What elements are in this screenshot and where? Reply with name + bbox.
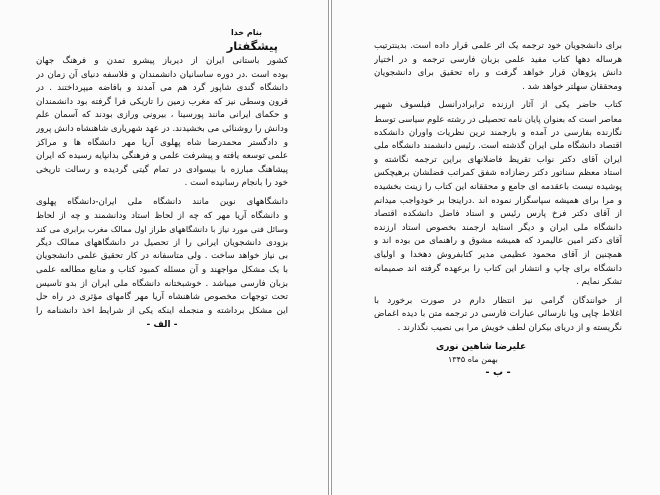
text-line: قرون وسطی نیز که مغرب زمین را تاریکی فرا گرفته بود دانشمندان xyxy=(36,96,288,107)
text-line: اغلاط چاپی ویا نارسائی عبارات فارسی در ترجمه متن با دیده اغماض xyxy=(374,309,622,320)
left-body xyxy=(36,55,288,318)
text-line: با یک مشکل مواجهند و آن مسئله کمبود کتاب و منابع مطالعه علمی xyxy=(36,264,288,275)
signature: علیرضا شاهین نوری xyxy=(436,342,527,353)
page-title: پیشگفتار xyxy=(226,39,278,53)
text-line: تشکر نمایم . xyxy=(576,277,622,288)
text-line: دانشگاه برای چاپ و انتشار این کتاب را برعهده گرفته اند صمیمانه xyxy=(374,263,622,274)
text-line: بزبان فارسی میباشد . خوشبختانه دانشگاه ملی ایران از بدو تاسیس xyxy=(36,278,288,289)
signature-date: بهمن ماه ۱۳۴۵ xyxy=(448,355,498,365)
text-line: و حکمای ایرانی مانند پورسینا ، بیرونی ورازی بودند که آسمان علم xyxy=(36,110,288,121)
text-line: خود را بانجام رسانیده است . xyxy=(184,178,288,189)
text-line: پوشیده نیست باعقدمه ای جامع و محققانه این کتاب را زینت بخشیده xyxy=(374,181,622,192)
paragraph xyxy=(374,40,622,94)
paragraph xyxy=(374,295,622,336)
text-line: نگارنده بفارسی در آمده و بارجمند ترین نظریات واوران دانشکده xyxy=(374,127,622,138)
paragraph xyxy=(36,55,288,191)
text-line: نگریسته و از دریای بیکران لطف خویش مرا بی نصیب نگذارند . xyxy=(397,322,622,333)
text-line: برای دانشجویان خود ترجمه یک اثر علمی قرار داده است. بدینترتیب xyxy=(374,41,622,51)
text-line: و دانشگاه آریا مهر که چه از لحاظ استاد ودانشمند و چه از لحاظ xyxy=(36,210,288,221)
text-line: آقای دکتر امین عالیمرد که همیشه مشوق و راهنمای من بوده اند و xyxy=(374,236,622,247)
text-line: علمی توسعه یافته و پیشرفت علمی و فرهنگی بدانپایه رسیده که ایران xyxy=(36,151,288,162)
page-number: - الف - xyxy=(146,320,178,331)
text-line: ودانش را روشنائی می بخشیدند. در عهد شهریاری شاهنشاه دانش پرور xyxy=(36,123,288,134)
text-line: ایران آقای دکتر نواب تقریظ فاضلانهای براین ترجمه نگاشته و xyxy=(374,154,622,165)
text-line: دانشگاههای نوین مانند دانشگاه ملی ایران-دانشگاه پهلوی xyxy=(36,196,288,207)
right-page xyxy=(331,0,660,495)
page-number: - ب - xyxy=(485,367,511,379)
text-line: این مشکل برداشته و منجمله اینکه یکی از شرایط اخذ دانشنامه را xyxy=(36,305,288,316)
text-line: ومحققان سهلتر خواهد شد . xyxy=(522,81,622,92)
left-page xyxy=(0,0,329,495)
text-line: بی نیاز خواهد ساخت . ولی متاسفانه در کار تحقیق علمی دانشجویان xyxy=(36,251,288,262)
bismillah: بنام خدا xyxy=(230,28,262,37)
text-line: کشور باستانی ایران از دیرباز پیشرو تمدن و فرهنگ جهان xyxy=(36,56,288,66)
text-line: بوده است .در دوره ساسانیان دانشمندان و فلاسفه دنیای آن زمان در xyxy=(36,69,288,80)
text-line: معاصر است که بعنوان پایان نامه تحصیلی در رشته علوم سیاسی توسط xyxy=(374,113,622,124)
text-line: اقتصاد دانشگاه ملی ایران گذشته است. رئیس دانشمند دانشگاه ملی xyxy=(374,141,622,152)
text-line: استاد معظم سناتور دکتر رضازاده شفق کمراتب فضلشان برهیچکس xyxy=(374,168,622,179)
text-line: دانش پژوهان قرار خواهد گرفت و راه تحقیق برای دانشجویان xyxy=(374,68,622,79)
text-line: دانشگاه گندی شاپور گرد هم می آمدند و بافاضه میپرداختند . در xyxy=(36,83,288,94)
text-line: بزودی دانشجویان ایرانی را از تحصیل در دانشگاههای ممالک دیگر xyxy=(36,237,288,248)
text-line: دانشگاه ملی ایران و دیگر استاید ارجمند بخصوص استاد ارزنده xyxy=(374,222,622,233)
text-line: وسائل فنی مورد نیاز با دانشگاههای طراز اول ممالک مغرب برابری می کند xyxy=(36,225,288,235)
text-line: پیشاهنگ مبارزه با بیسوادی در تمام گیتی گردیده و رسالت تاریخی xyxy=(36,164,288,175)
text-line: از خوانندگان گرامی نیز انتظار دارم در صورت برخورد با xyxy=(374,295,622,306)
text-line: از آقای دکتر فرخ پارس رئیس و استاد فاضل دانشکده اقتصاد xyxy=(374,209,622,220)
text-line: کتاب حاضر یکی از آثار ارزنده ترابرادرانسل فیلسوف شهیر xyxy=(374,100,622,111)
paragraph xyxy=(374,99,622,289)
right-body xyxy=(374,40,622,335)
text-line: هرساله دهها کتاب مفید علمی بزبان فارسی ترجمه و در اختیار xyxy=(374,54,622,65)
text-line: و مرا برای همیشه سپاسگزار نموده اند .دراینجا بر خودواجب میدانم xyxy=(374,195,622,206)
text-line: همچنین از آقای محمود عظیمی مدیر کتابفروش دهخدا و اولیای xyxy=(374,249,622,260)
paragraph xyxy=(36,196,288,318)
text-line: تحت توجهات مخصوص شاهنشاه آریا مهر گامهای مؤثری در راه حل xyxy=(36,292,288,303)
text-line: و دادگستر محمدرضا شاه پهلوی آریا مهر دانشگاه ها و مراکز xyxy=(36,137,288,148)
